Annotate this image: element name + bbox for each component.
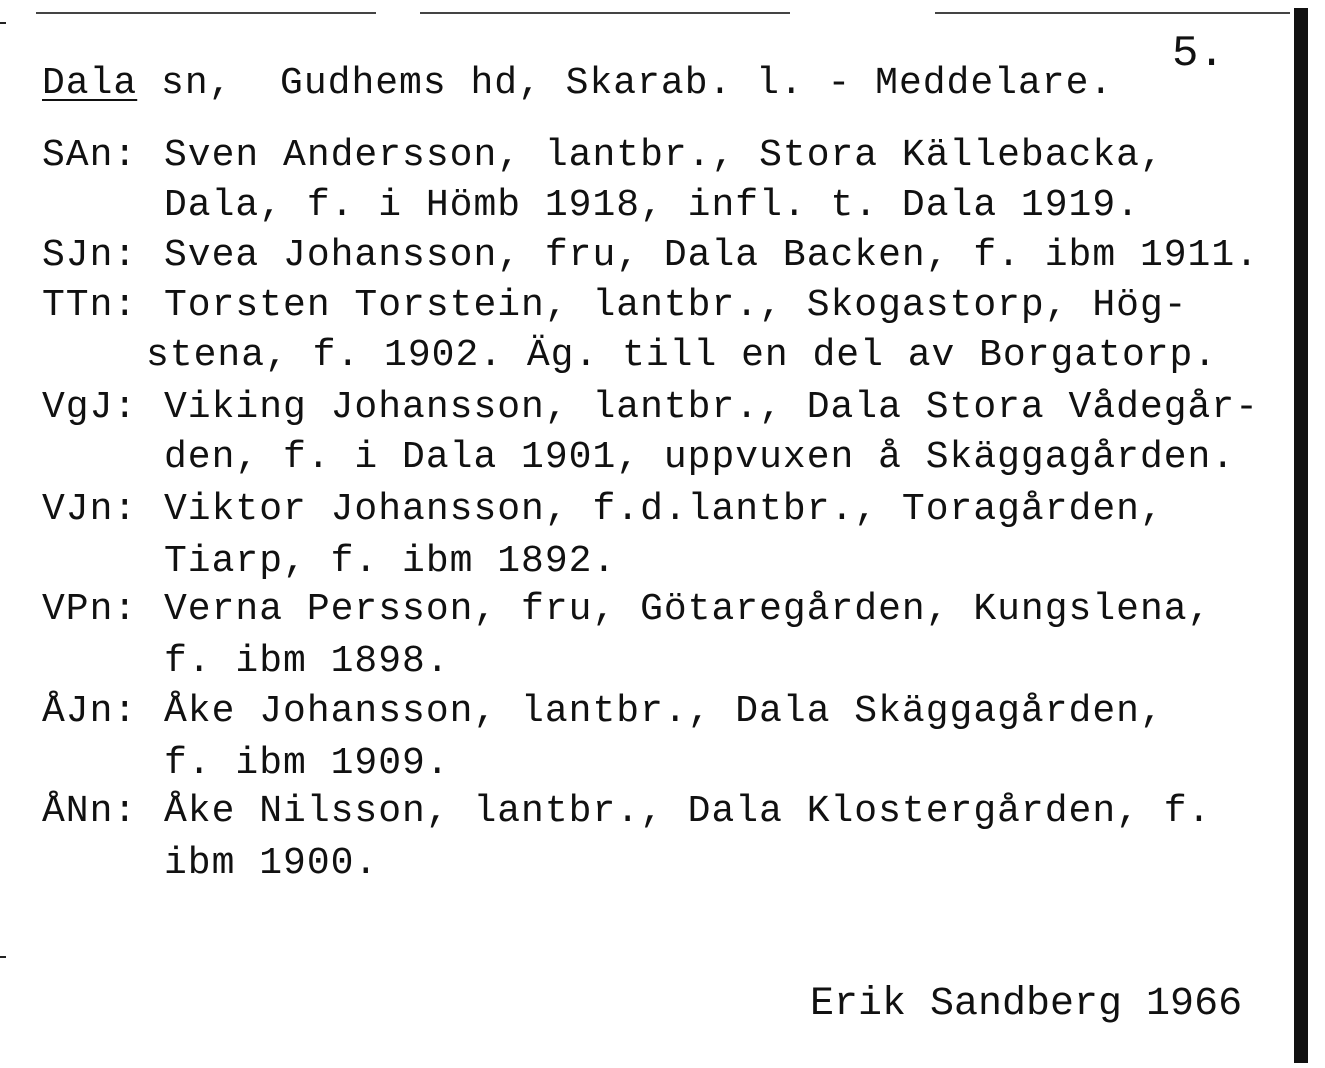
informant-code: TTn: xyxy=(42,284,138,327)
entry-line xyxy=(42,690,1164,734)
collector-signature: Erik Sandberg 1966 xyxy=(810,982,1243,1027)
informant-code: VJn: xyxy=(42,488,138,531)
informant-code: VPn: xyxy=(42,588,138,631)
informant-code: ÅJn: xyxy=(42,690,138,733)
heading-place: Dala xyxy=(42,62,138,105)
informant-code: SJn: xyxy=(42,234,138,277)
heading-rest: sn, Gudhems hd, Skarab. l. - Meddelare. xyxy=(137,62,1114,105)
right-card-edge xyxy=(1294,8,1308,1063)
entry-line xyxy=(42,234,1259,278)
entry-text: Viking Johansson, lantbr., Dala Stora Vådegår- xyxy=(164,386,1259,429)
entry-continuation: f. ibm 1898. xyxy=(164,640,450,683)
entry-text: Torsten Torstein, lantbr., Skogastorp, Hög- xyxy=(164,284,1188,327)
card-heading xyxy=(42,62,1113,106)
entry-continuation: Dala, f. i Hömb 1918, infl. t. Dala 1919. xyxy=(164,184,1140,227)
entry-text: Viktor Johansson, f.d.lantbr., Toragården, xyxy=(164,488,1164,531)
entry-continuation: stena, f. 1902. Äg. till en del av Borgatorp. xyxy=(146,334,1218,377)
entry-text: Svea Johansson, fru, Dala Backen, f. ibm 1911. xyxy=(164,234,1259,277)
top-border-rule xyxy=(36,12,376,14)
entry-continuation: den, f. i Dala 1901, uppvuxen å Skäggagården. xyxy=(164,436,1236,479)
entry-text: Verna Persson, fru, Götaregården, Kungslena, xyxy=(164,588,1212,631)
entry-continuation: Tiarp, f. ibm 1892. xyxy=(164,540,617,583)
left-edge-mark xyxy=(0,22,6,24)
entry-line xyxy=(42,386,1259,430)
informant-code: SAn: xyxy=(42,134,138,177)
top-border-rule xyxy=(420,12,790,14)
entry-line xyxy=(42,284,1188,328)
entry-continuation: f. ibm 1909. xyxy=(164,742,450,785)
entry-text: Åke Johansson, lantbr., Dala Skäggagården, xyxy=(164,690,1164,733)
entry-line xyxy=(42,488,1164,532)
entry-continuation: ibm 1900. xyxy=(164,842,379,885)
entry-line xyxy=(42,790,1211,834)
entry-line xyxy=(42,134,1164,178)
entry-line xyxy=(42,588,1211,632)
card-number: 5. xyxy=(1172,29,1225,79)
entry-text: Sven Andersson, lantbr., Stora Källebacka, xyxy=(164,134,1164,177)
entry-text: Åke Nilsson, lantbr., Dala Klostergården, f. xyxy=(164,790,1212,833)
informant-code: VgJ: xyxy=(42,386,138,429)
left-edge-mark xyxy=(0,956,6,958)
top-border-rule xyxy=(935,12,1290,14)
informant-code: ÅNn: xyxy=(42,790,138,833)
